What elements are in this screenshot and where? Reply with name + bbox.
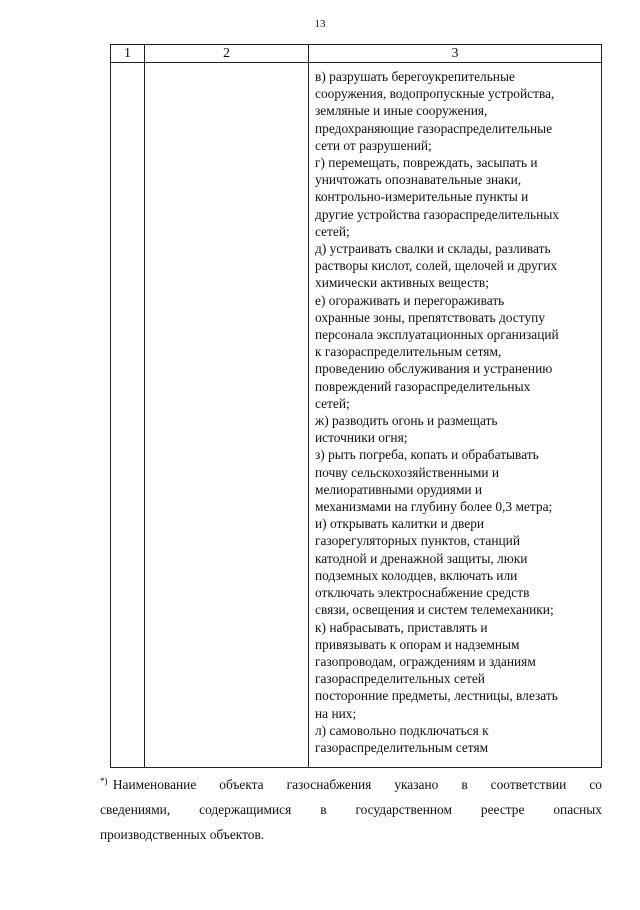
footnote-line-2 [100,797,602,822]
content-line: к) набрасывать, приставлять и [315,619,488,635]
footnote [100,772,602,847]
content-line: и) открывать калитки и двери [315,516,485,532]
content-line: з) рыть погреба, копать и обрабатывать [315,447,539,463]
footnote-word: газоснабжения [286,777,372,792]
column-header-1: 1 [111,45,145,63]
content-line: почву сельскохозяйственными и [315,464,500,480]
footnote-marker: *) [100,775,108,786]
document-table [110,44,602,768]
content-line: л) самовольно подключаться к [315,722,489,738]
table-header-row [111,45,602,63]
table-cell-column-3 [309,63,602,768]
content-line: подземных колодцев, включать или [315,567,518,583]
footnote-word: государственном [355,802,452,817]
content-line: связи, освещения и систем телемеханики; [315,602,554,618]
table-row [111,63,602,768]
content-line: газораспределительных сетей [315,671,485,687]
content-line: сетей; [315,223,350,239]
content-line: посторонние предметы, лестницы, влезать [315,688,558,704]
content-line: к газораспределительным сетям, [315,344,502,360]
footnote-word: *) Наименование [100,775,197,792]
content-line: отключать электроснабжение средств [315,585,530,601]
content-line: е) огораживать и перегораживать [315,292,505,308]
footnote-word: указано [394,777,439,792]
content-line: растворы кислот, солей, щелочей и других [315,258,558,274]
content-line: сетей; [315,395,350,411]
content-line: газорегуляторных пунктов, станций [315,533,521,549]
footnote-word: содержащимися [199,802,292,817]
content-line: мелиоративными орудиями и [315,481,483,497]
content-line: источники огня; [315,430,408,446]
footnote-word: реестре [480,802,525,817]
footnote-word: опасных [553,802,602,817]
content-line: другие устройства газораспределительных [315,206,560,222]
footnote-line-1 [100,772,602,797]
footnote-word: объекта [219,777,264,792]
content-line: г) перемещать, повреждать, засыпать и [315,155,538,171]
content-line: повреждений газораспределительных [315,378,531,394]
footnote-word: в [320,802,327,817]
content-line: ж) разводить огонь и размещать [315,413,498,429]
footnote-word: в [461,777,468,792]
table-cell-column-2 [145,63,309,768]
page-number: 13 [314,18,326,30]
content-line: химически активных веществ; [315,275,489,291]
content-line: д) устраивать свалки и склады, разливать [315,241,551,257]
content-line: на них; [315,705,357,721]
content-line: контрольно-измерительные пункты и [315,189,529,205]
table-cell-column-1 [111,63,145,768]
content-line: проведению обслуживания и устранению [315,361,553,377]
content-line: предохраняющие газораспределительные [315,120,553,136]
content-line: сооружения, водопропускные устройства, [315,86,555,102]
footnote-word: сведениями, [100,802,171,817]
content-line: привязывать к опорам и надземным [315,636,520,652]
content-line: механизмами на глубину более 0,3 метра; [315,499,553,515]
column-header-3: 3 [309,45,602,63]
footnote-word: со [589,777,602,792]
content-line: газопроводам, ограждениям и зданиям [315,653,536,669]
footnote-word: соответствии [490,777,567,792]
content-line: персонала эксплуатационных организаций [315,327,559,343]
content-line: катодной и дренажной защиты, люки [315,550,528,566]
content-line: уничтожать опознавательные знаки, [315,172,522,188]
content-line: земляные и иные сооружения, [315,103,488,119]
content-line: сети от разрушений; [315,137,432,153]
column-header-2: 2 [145,45,309,63]
content-line: в) разрушать берегоукрепительные [315,69,515,84]
content-line: охранные зоны, препятствовать доступу [315,309,546,325]
content-line: газораспределительным сетям [315,739,489,755]
footnote-line-3: производственных объектов. [100,827,265,842]
